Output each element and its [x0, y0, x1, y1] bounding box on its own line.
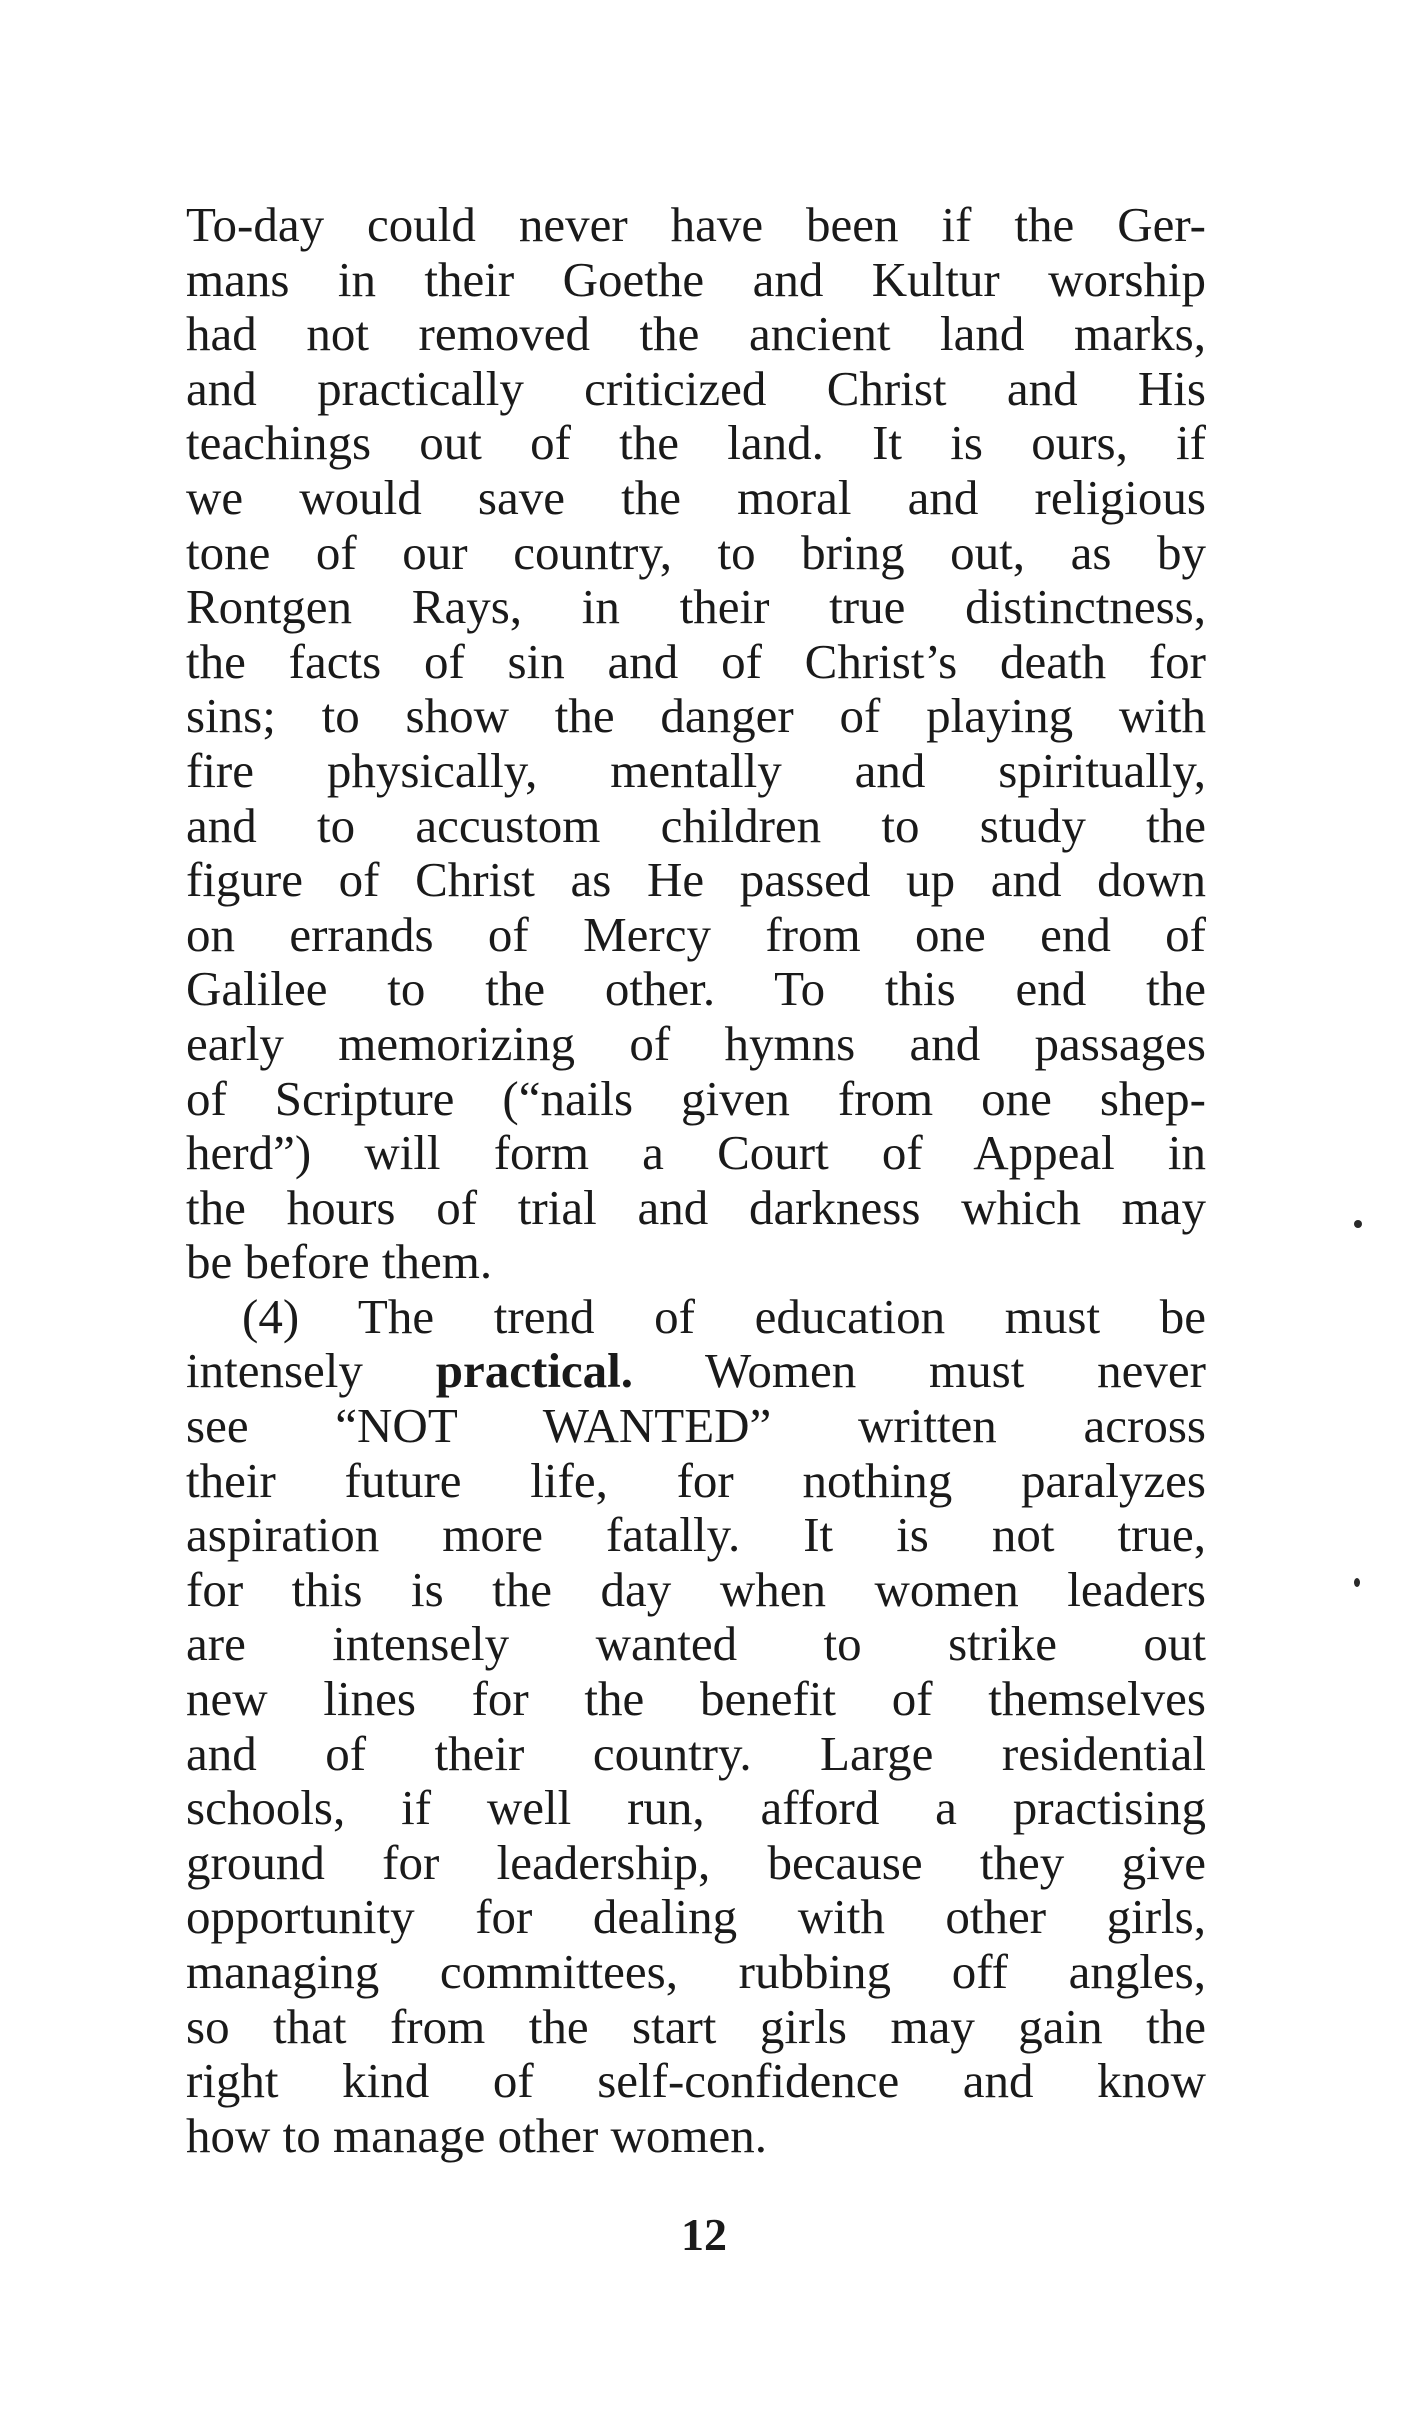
text-line: managing committees, rubbing off angles, [186, 1944, 1206, 1999]
text-line: fire physically, mentally and spiritually, [186, 742, 1206, 798]
text-line: intensely practical. Women must never [186, 1343, 1206, 1399]
text-line: new lines for the benefit of themselves [186, 1671, 1206, 1727]
text-line: their future life, for nothing paralyzes [186, 1452, 1206, 1508]
text-line: To-day could never have been if the Ger- [186, 197, 1206, 252]
text-line: and to accustom children to study the [186, 797, 1206, 853]
text-line: ground for leadership, because they give [186, 1834, 1206, 1890]
paragraph [186, 198, 1206, 1290]
text-line: the facts of sin and of Christ’s death for [186, 633, 1206, 689]
text-line: see “NOT WANTED” written across [186, 1398, 1206, 1454]
emphasis: practical. [435, 1343, 634, 1399]
text-line: tone of our country, to bring out, as by [186, 524, 1206, 580]
body-text [186, 198, 1206, 2163]
text-line: figure of Christ as He passed up and down [186, 852, 1206, 908]
text-line: schools, if well run, afford a practising [186, 1780, 1206, 1836]
text-line: the hours of trial and darkness which may [186, 1179, 1206, 1235]
text-line: herd”) will form a Court of Appeal in [186, 1125, 1206, 1181]
text-line: are intensely wanted to strike out [186, 1616, 1206, 1672]
text-line: right kind of self-confidence and know [186, 2053, 1206, 2109]
text-line: sins; to show the danger of playing with [186, 688, 1206, 744]
text-line: for this is the day when women leaders [186, 1561, 1206, 1617]
page-number: 12 [681, 2209, 727, 2260]
text-line: so that from the start girls may gain the [186, 1998, 1206, 2054]
text-line: early memorizing of hymns and passages [186, 1015, 1206, 1071]
text-line: be before them. [186, 1234, 493, 1290]
text-line: and of their country. Large residential [186, 1725, 1206, 1781]
text-line: how to manage other women. [186, 2107, 768, 2163]
text-line: teachings out of the land. It is ours, if [186, 415, 1206, 471]
text-line: Galilee to the other. To this end the [186, 961, 1206, 1017]
text-line: and practically criticized Christ and His [186, 360, 1206, 416]
text-line: aspiration more fatally. It is not true, [186, 1507, 1206, 1563]
text-line: mans in their Goethe and Kultur worship [186, 251, 1206, 307]
text-line: had not removed the ancient land marks, [186, 306, 1206, 362]
text-line: Rontgen Rays, in their true distinctness, [186, 579, 1206, 635]
text-line: on errands of Mercy from one end of [186, 906, 1206, 962]
paragraph [186, 1290, 1206, 2164]
text-line: we would save the moral and religious [186, 469, 1206, 525]
ink-speck [1354, 1578, 1360, 1587]
text-line: (4) The trend of education must be [242, 1288, 1206, 1344]
ink-speck [1354, 1220, 1362, 1228]
text-line: opportunity for dealing with other girls, [186, 1889, 1206, 1945]
text-line: of Scripture (“nails given from one shep- [186, 1070, 1206, 1126]
